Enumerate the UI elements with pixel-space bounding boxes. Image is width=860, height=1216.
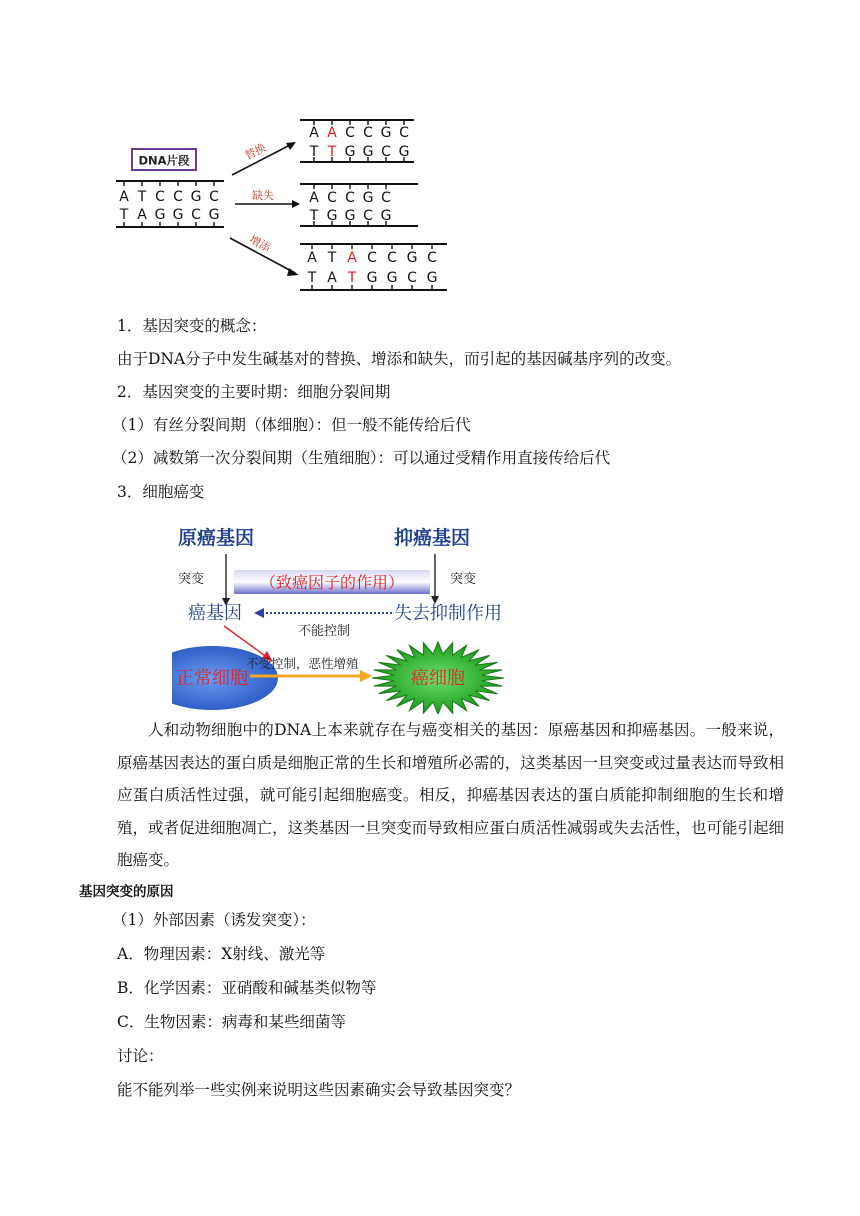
deleted-top-base: A: [309, 190, 319, 206]
original-bottom-base: G: [154, 207, 166, 223]
discussion-question: 能不能列举一些实例来说明这些因素确实会导致基因突变？: [117, 1081, 521, 1099]
added-top-base: C: [427, 250, 437, 266]
added-bottom-base: A: [327, 270, 337, 286]
deleted-bottom-base: G: [326, 208, 338, 224]
deleted-bottom-base: C: [363, 208, 373, 224]
cancer-paragraph: 人和动物细胞中的DNA上本来就存在与癌变相关的基因：原癌基因和抑癌基因。一般来说，原癌基因表达的蛋白质是细胞正常的生长和增殖所必需的，这类基因一旦突变或过量表达而导致相应蛋白质活性过强，就可能引起细胞癌变。相反，抑癌基因表达的蛋白质能抑制细胞的生长和增殖，或者促进细胞凋亡，这类基因一旦突变而导致相应蛋白质活性减弱或失去活性，也可能引起细胞癌变。: [117, 721, 784, 869]
original-bottom-base: G: [208, 207, 220, 223]
added-bottom-base: C: [407, 270, 417, 286]
carcinogen-banner-text: （致癌因子的作用）: [259, 573, 405, 592]
substituted-bottom-base: G: [398, 144, 410, 160]
substituted-bottom-base: C: [381, 144, 391, 160]
substituted-top-base: C: [363, 125, 373, 141]
added-bottom-base: T: [347, 270, 357, 286]
deleted-top-base: C: [327, 190, 337, 206]
deleted-bottom-base: G: [380, 208, 392, 224]
substituted-top-base: C: [345, 125, 355, 141]
original-top-base: C: [155, 189, 165, 205]
deletion-label: 缺失: [252, 189, 274, 202]
proto-oncogene-label: 原癌基因: [178, 527, 255, 549]
oncogene-label: 癌基因: [188, 603, 242, 624]
section2-item1: （1）有丝分裂间期（体细胞）：但一般不能传给后代: [112, 416, 471, 434]
external-factors: （1）外部因素（诱发突变）：: [112, 911, 316, 929]
substituted-top-base: C: [399, 125, 409, 141]
substitution-label: 替换: [242, 140, 269, 163]
original-bottom-base: G: [172, 207, 184, 223]
original-top-base: A: [119, 189, 129, 205]
cancer-cell-label: 癌细胞: [411, 668, 465, 689]
deleted-top-base: C: [381, 190, 391, 206]
biological-factors: C．生物因素：病毒和某些细菌等: [117, 1013, 346, 1031]
addition-label: 增添: [247, 232, 273, 255]
section3-heading: 3．细胞癌变: [117, 483, 205, 501]
added-bottom-base: G: [426, 270, 438, 286]
original-top-base: G: [190, 189, 202, 205]
added-top-base: C: [387, 250, 397, 266]
substituted-top-base: G: [380, 125, 392, 141]
mutation-right-label: 突变: [450, 572, 477, 587]
section1-heading: 1．基因突变的概念：: [117, 317, 267, 335]
discussion-label: 讨论：: [117, 1047, 164, 1065]
section1-body: 由于DNA分子中发生碱基对的替换、增添和缺失，而引起的基因碱基序列的改变。: [117, 350, 682, 368]
deleted-bottom-base: G: [344, 208, 356, 224]
substituted-bottom-base: G: [362, 144, 374, 160]
normal-cell-label: 正常细胞: [176, 668, 248, 689]
substituted-bottom-base: T: [327, 144, 337, 160]
lose-suppression-label: 失去抑制作用: [394, 603, 502, 624]
uncontrolled-label: 不受控制，恶性增殖: [246, 656, 359, 671]
section2-heading: 2．基因突变的主要时期：细胞分裂间期: [117, 383, 391, 401]
cannot-control-label: 不能控制: [298, 624, 351, 639]
tumor-suppressor-label: 抑癌基因: [394, 527, 471, 549]
added-top-base: G: [406, 250, 418, 266]
substituted-bottom-base: G: [344, 144, 356, 160]
dna-label: DNA片段: [138, 153, 190, 168]
original-top-base: C: [173, 189, 183, 205]
original-bottom-base: T: [119, 207, 129, 223]
added-bottom-base: G: [386, 270, 398, 286]
substituted-top-base: A: [327, 125, 337, 141]
original-bottom-base: A: [137, 207, 147, 223]
original-top-base: C: [209, 189, 219, 205]
physical-factors: A．物理因素：X射线、激光等: [117, 945, 326, 963]
substituted-top-base: A: [309, 125, 319, 141]
cancer-figure: [172, 518, 512, 714]
deleted-top-base: G: [362, 190, 374, 206]
deleted-bottom-base: T: [309, 208, 319, 224]
substituted-bottom-base: T: [309, 144, 319, 160]
deleted-top-base: C: [345, 190, 355, 206]
added-bottom-base: T: [307, 270, 317, 286]
mutation-left-label: 突变: [178, 572, 205, 587]
section2-item2: （2）减数第一次分裂间期（生殖细胞）：可以通过受精作用直接传给后代: [112, 449, 611, 467]
added-top-base: A: [307, 250, 317, 266]
added-top-base: C: [367, 250, 377, 266]
original-top-base: T: [137, 189, 147, 205]
added-top-base: A: [347, 250, 357, 266]
original-bottom-base: C: [191, 207, 201, 223]
added-bottom-base: G: [366, 270, 378, 286]
chemical-factors: B．化学因素：亚硝酸和碱基类似物等: [117, 979, 377, 997]
dna-mutation-figure: [112, 112, 452, 302]
causes-heading: 基因突变的原因: [79, 884, 174, 900]
added-top-base: T: [327, 250, 337, 266]
